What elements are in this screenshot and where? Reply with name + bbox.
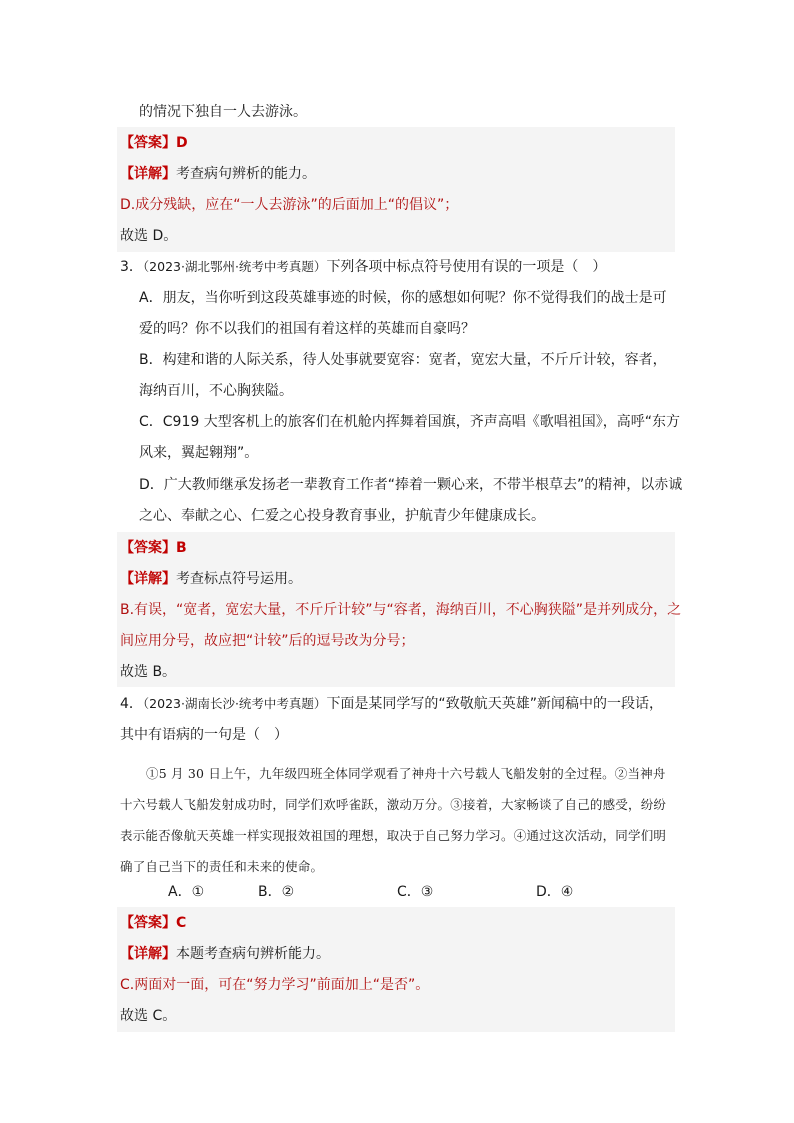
q2-tail: 的情况下独自一人去游泳。 bbox=[139, 104, 307, 120]
detail-text: 考查病句辨析的能力。 bbox=[176, 166, 316, 182]
question-number: 3． bbox=[120, 259, 143, 275]
q3-option-a-line2: 爱的吗？你不以我们的祖国有着这样的英雄而自豪吗？ bbox=[139, 321, 475, 337]
detail-text: 考查标点符号运用。 bbox=[176, 571, 302, 587]
q4-detail bbox=[120, 944, 330, 964]
q3-answer bbox=[120, 538, 187, 558]
q4-choice-b: B．② bbox=[258, 884, 295, 900]
q3-option-c-line2: 风来，翼起翱翔”。 bbox=[139, 445, 259, 461]
q4-passage: ①5 月 30 日上午，九年级四班全体同学观看了神舟十六号载人飞船发射的全过程。②当神舟十六号载人飞船发射成功时，同学们欢呼雀跃，激动万分。③接着，大家畅谈了自己的感受，纷纷表示能否像航天英雄一样实现报效祖国的理想，取决于自己努力学习。④通过这次活动，同学们明确了自己当下的责任和未来的使命。 bbox=[120, 766, 667, 874]
detail-tag: 【详解】 bbox=[120, 166, 176, 182]
q3-option-d-line2: 之心、奉献之心、仁爱之心投身教育事业，护航青少年健康成长。 bbox=[139, 508, 545, 524]
q4-stem-line2: 其中有语病的一句是（ ） bbox=[120, 727, 288, 743]
q2-detail bbox=[120, 164, 316, 184]
q3-analysis-line1: B.有误，“宽者，宽宏大量，不斤斤计较”与“容者，海纳百川，不心胸狭隘”是并列成分，之 bbox=[120, 602, 682, 618]
answer-block-q4 bbox=[117, 907, 675, 1032]
question-stem: 下列各项中标点符号使用有误的一项是（ ） bbox=[326, 259, 607, 275]
question-source: （2023·湖北鄂州·统考中考真题） bbox=[142, 259, 327, 274]
detail-tag: 【详解】 bbox=[120, 571, 176, 587]
q3-option-d-line1: D．广大教师继承发扬老一辈教育工作者“捧着一颗心来，不带半根草去”的精神，以赤诚 bbox=[139, 477, 683, 493]
q3-option-b-line1: B．构建和谐的人际关系，待人处事就要宽容：宽者，宽宏大量，不斤斤计较，容者， bbox=[139, 352, 667, 368]
q4-choice-c: C．③ bbox=[397, 884, 434, 900]
answer-tag: 【答案】 bbox=[120, 540, 176, 556]
question-number: 4． bbox=[120, 696, 143, 712]
question-stem: 下面是某同学写的“致敬航天英雄”新闻稿中的一段话， bbox=[326, 696, 663, 712]
q4-choice-a: A．① bbox=[168, 884, 205, 900]
q4-choice-d: D．④ bbox=[536, 884, 574, 900]
q3-detail bbox=[120, 569, 302, 589]
answer-value: C bbox=[176, 915, 187, 931]
q4-answer bbox=[120, 913, 186, 933]
q3-stem bbox=[120, 257, 606, 277]
answer-tag: 【答案】 bbox=[120, 135, 176, 151]
answer-tag: 【答案】 bbox=[120, 915, 176, 931]
q3-option-b-line2: 海纳百川，不心胸狭隘。 bbox=[139, 383, 293, 399]
answer-value: D bbox=[176, 135, 188, 151]
answer-block-q2 bbox=[117, 127, 675, 252]
q3-option-a-line1: A．朋友，当你听到这段英雄事迹的时候，你的感想如何呢？你不觉得我们的战士是可 bbox=[139, 290, 667, 306]
detail-tag: 【详解】 bbox=[120, 946, 176, 962]
q3-conclusion: 故选 B。 bbox=[120, 664, 177, 680]
detail-text: 本题考查病句辨析能力。 bbox=[176, 946, 330, 962]
q2-answer bbox=[120, 133, 188, 153]
q2-analysis: D.成分残缺，应在“一人去游泳”的后面加上“的倡议”； bbox=[120, 197, 459, 213]
q4-analysis: C.两面对一面，可在“努力学习”前面加上“是否”。 bbox=[120, 977, 430, 993]
question-source: （2023·湖南长沙·统考中考真题） bbox=[142, 696, 327, 711]
answer-value: B bbox=[176, 540, 187, 556]
q4-stem-line1 bbox=[120, 694, 663, 714]
q3-analysis-line2: 间应用分号，故应把“计较”后的逗号改为分号； bbox=[120, 633, 415, 649]
q3-option-c-line1: C．C919 大型客机上的旅客们在机舱内挥舞着国旗，齐声高唱《歌唱祖国》，高呼“东方 bbox=[139, 414, 680, 430]
q2-conclusion: 故选 D。 bbox=[120, 228, 178, 244]
q4-conclusion: 故选 C。 bbox=[120, 1008, 177, 1024]
